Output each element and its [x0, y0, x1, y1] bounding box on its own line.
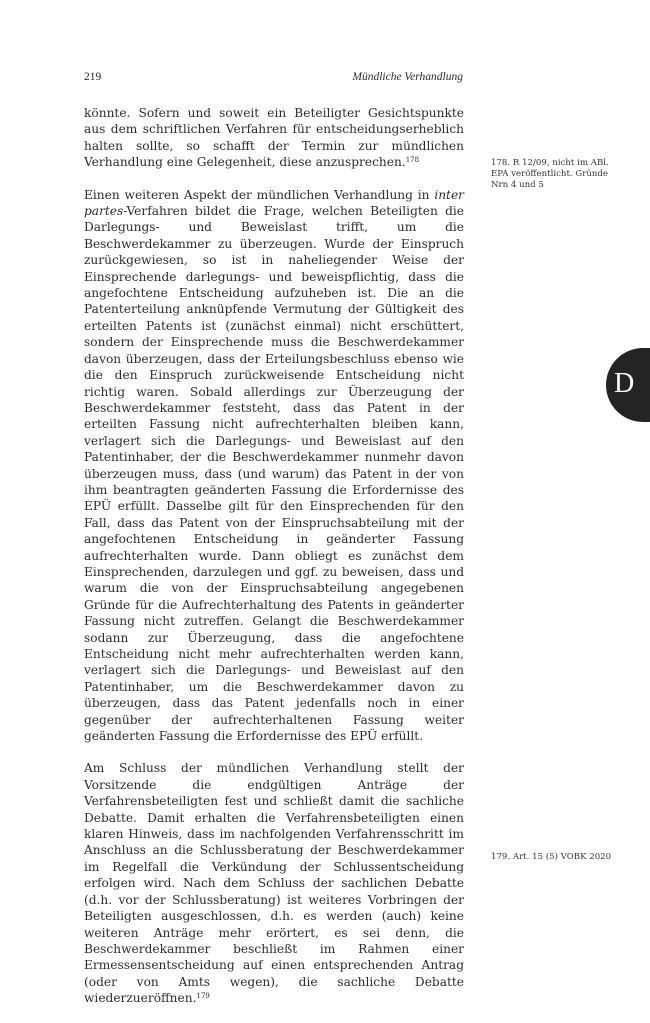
page-number: 219	[84, 71, 102, 83]
footnote-ref: 178	[405, 156, 420, 165]
body-text	[84, 105, 464, 1023]
paragraph-2	[84, 187, 464, 745]
text-run: Am Schluss der mündlichen Verhandlung stellt der Vorsitzende die endgültigen Anträge der Verfahrensbeteiligten fest und schließt damit die sachliche Debatte. Damit erhalten die Verfahrensbeteiligten einen klaren Hinweis, dass im nachfolgenden Verfahrensschritt im Anschluss an die Schlussberatung der Beschwerdekammer im Regelfall die Verkündung der Schlussentscheidung erfolgen wird. Nach dem Schluss der sachlichen Debatte (d.h. vor der Schlussberatung) ist weiteres Vorbringen der Beteiligten ausgeschlossen, d.h. es werden (auch) keine weiteren Anträge mehr erörtert, es sei denn, die Beschwerdekammer beschließt im Rahmen einer Ermessensentscheidung auf einen entsprechenden Antrag (oder von Amts wegen), die sachliche Debatte wiederzueröffnen.	[84, 761, 464, 1006]
paragraph-3	[84, 760, 464, 1006]
text-run: -Verfahren bildet die Frage, welchen Beteiligten die Darlegungs- und Beweislast trifft, um die Beschwerdekammer zu überzeugen. Wurde der Einspruch zurückgewiesen, so ist in naheliegender Weise der Einsprechende darlegungs- und beweispflichtig, dass die angefochtene Entscheidung aufzuheben ist. Die an die Patenterteilung anknüpfende Vermutung der Gültigkeit des erteilten Patents ist (zunächst einmal) nicht erschüttert, sondern der Einsprechende muss die Beschwerdekammer davon überzeugen, dass der Erteilungsbeschluss ebenso wie die den Einspruch zurückweisende Entscheidung nicht richtig waren. Sobald allerdings zur Überzeugung der Beschwerdekammer feststeht, dass das Patent in der erteilten Fassung nicht aufrechterhalten bleiben kann, verlagert sich die Darlegungs- und Beweislast auf den Patentinhaber, der die Beschwerdekammer nunmehr davon überzeugen muss, dass (und warum) das Patent in der von ihm beantragten geänderten Fassung die Erfordernisse des EPÜ erfüllt. Dasselbe gilt für den Einsprechenden für den Fall, dass das Patent von der Einspruchsabteilung mit der angefochtenen Entscheidung in geänderter Fassung aufrechterhalten wurde. Dann obliegt es zunächst dem Einsprechenden, darzulegen und ggf. zu beweisen, dass und warum die von der Einspruchsabteilung angegebenen Gründe für die Aufrechterhaltung des Patents in geänderter Fassung nicht zutreffen. Gelangt die Beschwerdekammer sodann zur Überzeugung, dass die angefochtene Entscheidung nicht mehr aufrechterhalten werden kann, verlagert sich die Darlegungs- und Beweislast auf den Patentinhaber, um die Beschwerdekammer davon zu überzeugen, dass das Patent jedenfalls noch in einer gegenüber der aufrechterhaltenen Fassung weiter geänderten Fassung die Erfordernisse des EPÜ erfüllt.	[84, 204, 464, 744]
text-run: könnte. Sofern und soweit ein Beteiligter Gesichtspunkte aus dem schriftlichen Verfahren für entscheidungserheblich halten sollte, so schafft der Termin zur mündlichen Verhandlung eine Gelegenheit, diese anzusprechen.	[84, 106, 464, 170]
text-run: Einen weiteren Aspekt der mündlichen Verhandlung in	[84, 187, 435, 202]
margin-note-179: 179. Art. 15 (5) VOBK 2020	[491, 852, 612, 862]
paragraph-1	[84, 105, 464, 171]
margin-note-178: 178. R 12/09, nicht im ABl. EPA veröffentlicht. Gründe Nrn 4 und 5	[491, 158, 609, 190]
italic-text: inter partes	[84, 187, 464, 219]
chapter-tab-letter: D	[614, 368, 635, 399]
running-head: Mündliche Verhandlung	[352, 71, 463, 83]
footnote-ref: 179	[196, 992, 210, 1001]
